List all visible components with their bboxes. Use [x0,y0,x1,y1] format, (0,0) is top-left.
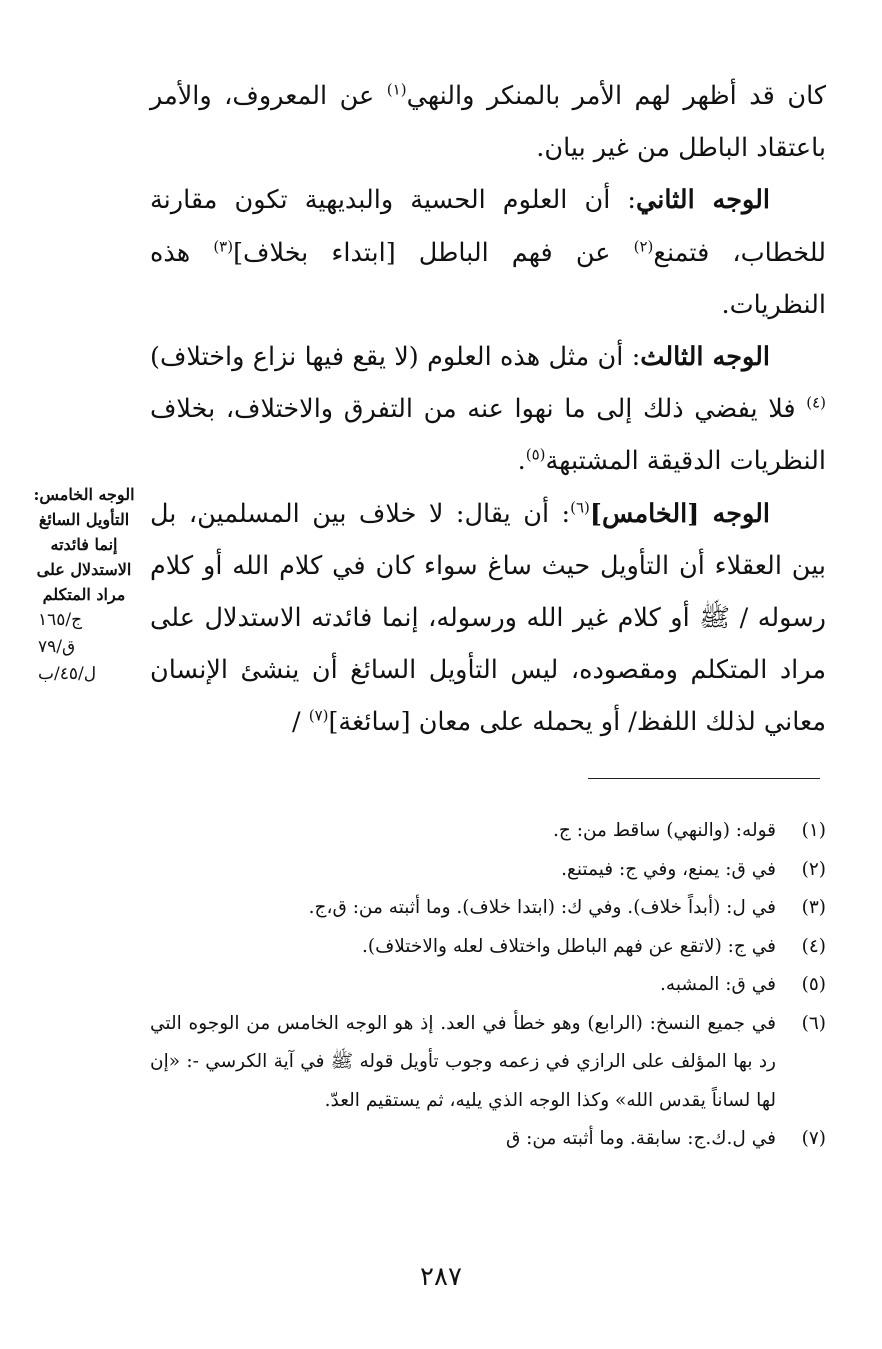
paragraph-text: : أن العلوم الحسية والبديهية تكون مقارنة للخطاب، فتمنع [150,185,826,268]
page-number: ٢٨٧ [420,1262,462,1292]
footnote-text: في ج: (لاتقع عن فهم الباطل واختلاف لعله والاختلاف). [361,935,776,957]
footnote-item [150,1005,826,1121]
manuscript-ref: ل/٤٥/ب [38,664,97,684]
footnote-number: (٥) [801,974,826,995]
footnote-item [150,1120,826,1159]
footnote-text: في ق: يمنع، وفي ج: فيمتنع. [561,858,776,880]
paragraph-text: : أن يقال: لا خلاف بين المسلمين، بل بين العقلاء أن التأويل حيث ساغ سواء كان في كلام الله أو كلام رسوله / ﷺ أو كلام غير الله ورسوله، إنما فائدته الاستدلال على مراد المتكلم ومقصوده، ليس التأويل السائغ أن ينشئ الإنسان معاني لذلك اللفظ/ أو يحمله على معان [سائغة] [150,498,826,738]
footnote-number: (٤) [801,935,826,957]
footnote-ref[interactable]: (٧) [308,706,329,725]
main-text [150,70,826,749]
footnote-item [150,851,826,890]
footnotes [150,812,826,1159]
margin-note-text: الوجه الخامس: التأويل السائغ إنما فائدته الاستدلال على مراد المتكلم [33,485,135,604]
section-heading: الوجه الثالث [640,342,771,373]
footnote-text: قوله: (والنهي) ساقط من: ج. [553,820,776,841]
paragraph-text: / [292,707,309,738]
footnote-ref[interactable]: (١) [386,80,407,99]
paragraph-2 [150,174,826,331]
paragraph-3 [150,331,826,488]
paragraph-1 [150,70,826,174]
footnote-item [150,889,826,928]
footnote-item [150,928,826,967]
manuscript-ref: ق/٧٩ [38,637,76,657]
footnote-text: في ق: المشبه. [660,974,776,995]
footnote-ref[interactable]: (٥) [525,445,546,464]
footnote-ref[interactable]: (٤) [806,393,826,412]
footnote-ref[interactable]: (٦) [570,498,590,517]
footnote-number: (١) [801,820,826,841]
paragraph-text: . [517,446,526,477]
paragraph-text: عن فهم الباطل [ابتداء بخلاف] [233,237,634,268]
paragraph-text: فلا يفضي ذلك إلى ما نهوا عنه من التفرق والاختلاف، بخلاف النظريات الدقيقة المشتبهة [150,394,826,477]
paragraph-text: عن المعروف، والأمر باعتقاد الباطل من غير بيان. [150,81,826,164]
margin-note [28,482,140,688]
footnote-text: في جميع النسخ: (الرابع) وهو خطأ في العد. إذ هو الوجه الخامس من الوجوه التي رد بها المؤلف على الرازي في زعمه وجوب تأويل قوله ﷺ في آية الكرسي -: «إن لها لساناً يقدس الله» وكذا الوجه الذي يليه، ثم يستقيم العدّ. [150,1012,776,1111]
footnote-number: (٣) [801,897,826,918]
paragraph-text: كان قد أظهر لهم الأمر بالمنكر والنهي [406,81,826,111]
footnote-number: (٦) [801,1012,826,1034]
section-heading: الوجه [الخامس] [589,498,770,529]
footnote-item [150,966,826,1005]
section-heading: الوجه الثاني [635,185,770,216]
manuscript-ref: ج/١٦٥ [38,610,83,630]
footnote-divider [588,778,820,779]
footnote-ref[interactable]: (٢) [633,237,654,256]
footnote-item [150,812,826,851]
paragraph-4 [150,488,826,749]
footnote-text: في ل: (أبداً خلاف). وفي ك: (ابتدا خلاف). وما أثبته من: ق،ج. [308,897,776,918]
footnote-number: (٢) [801,858,826,880]
paragraph-text: هذه النظريات. [150,237,826,320]
footnote-number: (٧) [801,1128,826,1149]
footnote-ref[interactable]: (٣) [213,237,234,256]
paragraph-text: : أن مثل هذه العلوم (لا يقع فيها نزاع واختلاف) [150,342,641,373]
footnote-text: في ل.ك.ج: سابقة. وما أثبته من: ق [505,1128,776,1149]
